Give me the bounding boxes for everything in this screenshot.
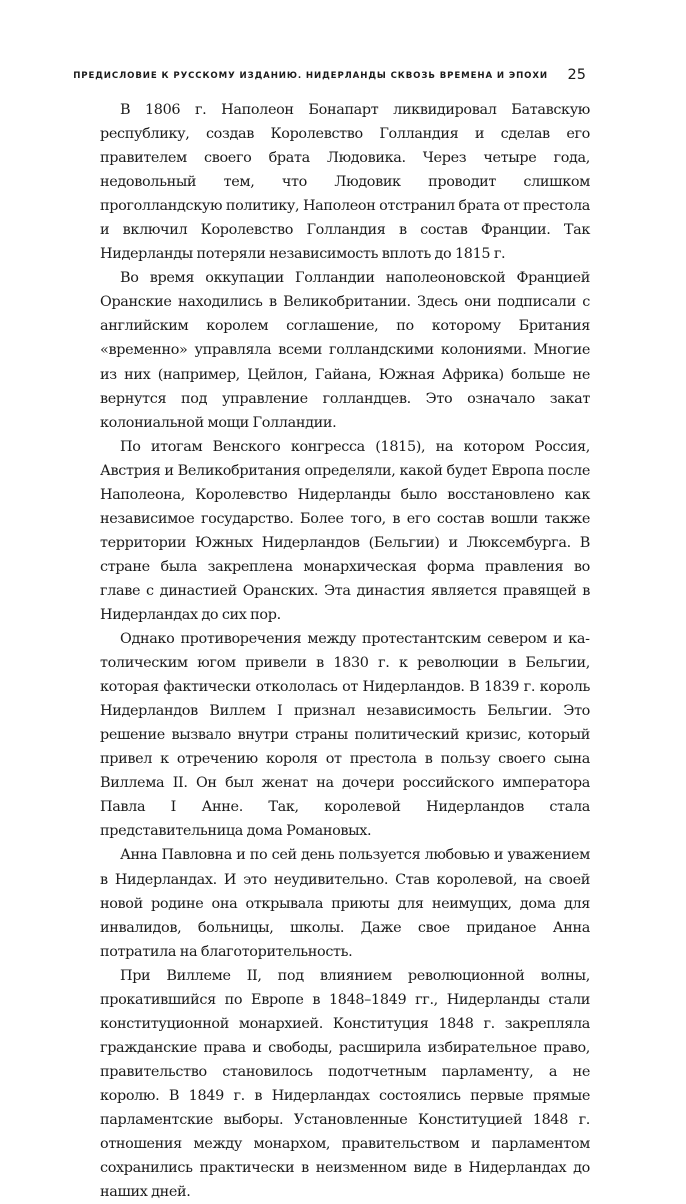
paragraph-5: Анна Павловна и по сей день пользуется любовью и уважением в Нидерландах. И это неудивительно. Став королевой, на своей новой родине она открывала приюты для неимущих, дома для инвалидов, больницы, школы. Даже свое приданое Анна потратила на благоторительность. [100, 847, 590, 960]
running-title: ПРЕДИСЛОВИЕ К РУССКОМУ ИЗДАНИЮ. НИДЕРЛАНДЫ СКВОЗЬ ВРЕМЕНА И ЭПОХИ [73, 71, 548, 81]
paragraph-3: По итогам Венского конгресса (1815), на котором Россия, Австрия и Великобритания определяли, какой будет Европа после Наполеона, Королевство Нидерланды было восстановлено как независимое государство. Более того, в его состав вошли также территории Южных Нидерландов (Бельгии) и Люксембурга. В стране была закреплена монархическая форма правления во главе с династией Оранских. Эта династия является правящей в Нидерландах до сих пор. [100, 438, 590, 623]
page-number: 25 [567, 67, 586, 83]
running-head [73, 67, 586, 86]
paragraph-4: Однако противоречения между протестантским севером и католическим югом привели в 1830 г. к революции в Бельгии, которая фактически откололась от Нидерландов. В 1839 г. король Нидерландов Виллем I признал независимость Бельгии. Это решение вызвало внутри страны политический кризис, который привел к отречению короля от престола в пользу своего сына Виллема II. Он был женат на дочери российского императора Павла I Анне. Так, королевой Нидерландов стала представительница дома Романовых. [100, 631, 590, 840]
paragraph-2: Во время оккупации Голландии наполеоновской Францией Оранские находились в Великобритании. Здесь они подписали с английским королем соглашение, по которому Британия «временно» управляла всеми голландскими колониями. Многие из них (например, Цейлон, Гайана, Южная Африка) больше не вернутся под управление голландцев. Это означало закат колониальной мощи Голландии. [100, 270, 590, 431]
body-text [100, 98, 590, 1204]
paragraph-1: В 1806 г. Наполеон Бонапарт ликвидировал Батавскую республику, создав Королевство Голландия и сделав его правителем своего брата Людовика. Через четыре года, недовольный тем, что Людовик проводит слишком проголландскую политику, Наполеон отстранил брата от престола и включил Королевство Голландия в состав Франции. Так Нидерланды потеряли независимость вплоть до 1815 г. [100, 102, 590, 263]
paragraph-6: При Виллеме II, под влиянием революционной волны, прокатившийся по Европе в 1848–1849 гг., Нидерланды стали конституционной монархией. Конституция 1848 г. закрепляла гражданские права и свободы, расширила избирательное право, правительство становилось подотчетным парламенту, а не королю. В 1849 г. в Нидерландах состоялись первые прямые парламентские выборы. Установленные Конституцией 1848 г. отношения между монархом, правительством и парламентом сохранились практически в неизменном виде в Нидерландах до наших дней. [100, 967, 590, 1201]
